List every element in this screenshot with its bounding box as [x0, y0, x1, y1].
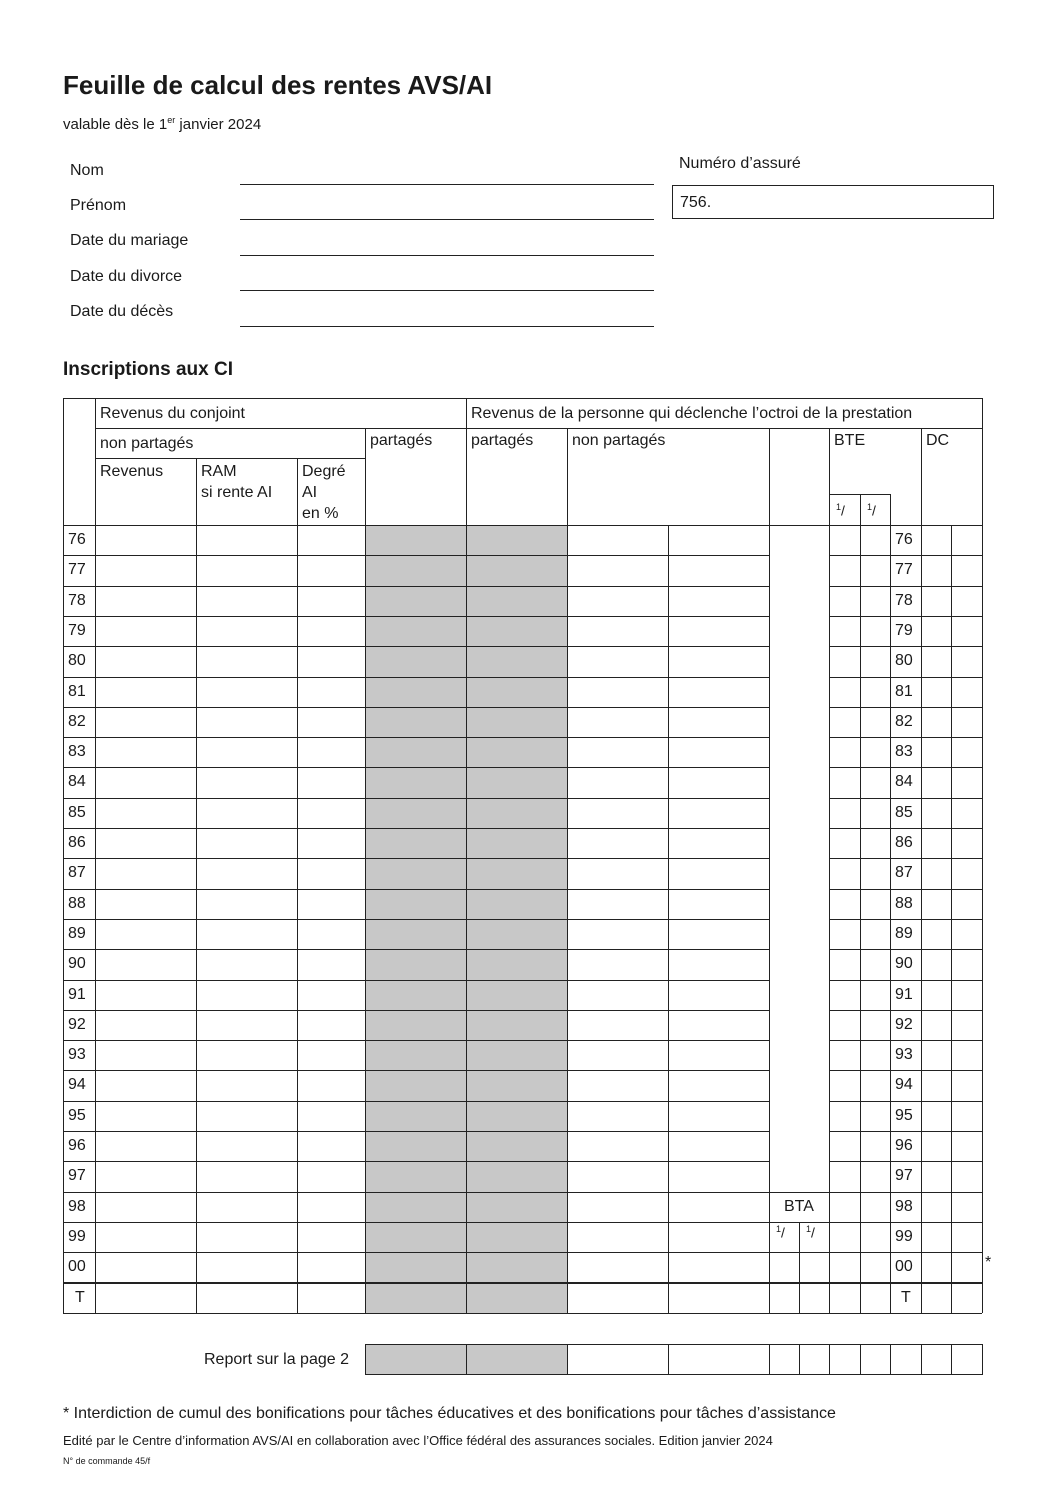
- total-separator: [63, 1283, 982, 1284]
- table-rule: [196, 458, 197, 1313]
- table-rule: [567, 428, 568, 1313]
- table-row[interactable]: [95, 1252, 365, 1282]
- validity-sup: er: [167, 115, 176, 125]
- year-label: 97: [68, 1167, 86, 1185]
- table-row[interactable]: [95, 586, 365, 616]
- table-rule: [365, 428, 366, 1313]
- header-person-non-shared: non partagés: [572, 432, 666, 449]
- header-degre: Degré: [302, 463, 346, 480]
- table-rule: [63, 586, 769, 587]
- table-rule: [829, 616, 982, 617]
- table-rule: [63, 616, 769, 617]
- table-rule: [63, 1040, 769, 1041]
- table-row[interactable]: [95, 1222, 365, 1252]
- year-label-right: 82: [895, 712, 913, 730]
- table-rule: [951, 525, 952, 1313]
- validity-suffix: janvier 2024: [175, 116, 262, 133]
- table-rule: [63, 1252, 982, 1253]
- year-label: 84: [68, 773, 86, 791]
- year-label-right: 88: [895, 894, 913, 912]
- bte-fraction-1: $^1$/: [836, 502, 845, 519]
- table-rule: [829, 707, 982, 708]
- table-row[interactable]: [95, 1161, 365, 1191]
- year-label-right: 96: [895, 1137, 913, 1154]
- table-row[interactable]: [95, 980, 365, 1010]
- table-row[interactable]: [95, 707, 365, 737]
- table-rule: [63, 767, 769, 768]
- table-row[interactable]: [95, 616, 365, 646]
- table-rule: [829, 949, 982, 950]
- table-row[interactable]: [95, 677, 365, 707]
- table-rule: [829, 428, 830, 1313]
- insured-number-label: Numéro d’assuré: [679, 155, 801, 172]
- table-rule: [63, 919, 769, 920]
- header-spouse-shared: partagés: [370, 432, 433, 449]
- year-label-right: 90: [895, 955, 913, 973]
- header-bta: BTA: [784, 1197, 814, 1215]
- year-label-right: 98: [895, 1197, 913, 1215]
- table-rule: [829, 737, 982, 738]
- table-row[interactable]: [95, 1101, 365, 1131]
- year-label-right: 99: [895, 1227, 913, 1245]
- header-ram: RAM: [201, 463, 237, 480]
- year-label-right: 91: [895, 985, 913, 1003]
- table-rule: [95, 398, 96, 1313]
- header-bte: BTE: [834, 432, 866, 449]
- year-label-right: 89: [895, 924, 913, 942]
- table-rule: [829, 858, 982, 859]
- year-label: 99: [68, 1227, 86, 1245]
- table-rule: [829, 1040, 982, 1041]
- table-right-rule: [982, 398, 983, 1313]
- fraction-numerator: 1: [867, 502, 873, 512]
- label-date-divorce: Date du divorce: [70, 268, 183, 285]
- table-rule: [63, 555, 769, 556]
- table-row[interactable]: [95, 1131, 365, 1161]
- year-label-right: 85: [895, 803, 913, 821]
- table-row[interactable]: [95, 1040, 365, 1070]
- year-label-right: 76: [895, 531, 913, 548]
- year-label: 96: [68, 1137, 86, 1154]
- table-rule: [63, 980, 769, 981]
- table-rule: [63, 1222, 982, 1223]
- header-revenus: Revenus: [100, 463, 164, 480]
- bta-fraction-1: $^1$/: [776, 1223, 785, 1241]
- report-rule: [466, 1344, 467, 1375]
- total-label-right: T: [901, 1288, 911, 1306]
- section-title: Inscriptions aux CI: [63, 359, 233, 380]
- table-rule: [890, 494, 891, 1313]
- year-label: 95: [68, 1106, 86, 1124]
- table-rule: [860, 494, 861, 1313]
- table-row[interactable]: [95, 646, 365, 676]
- total-label: T: [75, 1288, 85, 1306]
- year-label: 00: [68, 1258, 86, 1276]
- table-rule: [829, 1131, 982, 1132]
- editor-note: Edité par le Centre d’information AVS/AI en collaboration avec l’Office fédéral des assurances sociales. Edition janvier 2024: [63, 1433, 773, 1448]
- year-label-right: 00: [895, 1258, 913, 1276]
- year-label-right: 83: [895, 743, 913, 761]
- bta-fraction-2: $^1$/: [806, 1223, 815, 1241]
- year-label: 89: [68, 924, 86, 942]
- table-rule: [63, 1101, 769, 1102]
- header-person-income: Revenus de la personne qui déclenche l’octroi de la prestation: [471, 405, 913, 422]
- table-rule: [668, 525, 669, 1313]
- table-rule: [63, 828, 769, 829]
- year-label-right: 87: [895, 864, 913, 882]
- table-rule: [63, 646, 769, 647]
- table-rule: [829, 767, 982, 768]
- order-number: N° de commande 45/f: [63, 1456, 151, 1466]
- report-label: Report sur la page 2: [204, 1351, 349, 1368]
- validity-prefix: valable dès le 1: [63, 116, 168, 133]
- table-row[interactable]: [95, 798, 365, 828]
- subheader-rule: [95, 458, 365, 459]
- table-rule: [829, 798, 982, 799]
- page-title: Feuille de calcul des rentes AVS/AI: [63, 70, 493, 100]
- year-label-right: 79: [895, 621, 913, 639]
- year-label: 94: [68, 1076, 86, 1094]
- report-rule: [365, 1344, 366, 1375]
- table-rule: [63, 1161, 769, 1162]
- table-row[interactable]: [95, 525, 365, 555]
- year-label: 83: [68, 743, 86, 761]
- fraction-numerator: 1: [806, 1223, 812, 1234]
- year-label: 91: [68, 985, 86, 1003]
- insured-number-value: 756.: [680, 194, 712, 211]
- header-rule: [95, 428, 982, 429]
- table-rule: [829, 1070, 982, 1071]
- table-rule: [63, 949, 769, 950]
- table-row[interactable]: [95, 555, 365, 585]
- year-label-right: 78: [895, 591, 913, 609]
- year-label-right: 93: [895, 1046, 913, 1064]
- report-rule: [982, 1344, 983, 1375]
- header-dc: DC: [926, 432, 950, 449]
- table-rule: [297, 458, 298, 1313]
- table-rule: [921, 428, 922, 1313]
- table-left-rule: [63, 398, 64, 1313]
- header-spouse-income: Revenus du conjoint: [100, 405, 245, 422]
- table-row[interactable]: [95, 1192, 365, 1222]
- year-label-right: 84: [895, 773, 913, 791]
- table-rule: [799, 1222, 800, 1313]
- asterisk-marker: *: [985, 1254, 992, 1272]
- table-rule: [829, 1161, 982, 1162]
- year-label: 90: [68, 955, 86, 973]
- table-rule: [829, 1192, 982, 1193]
- table-rule: [829, 980, 982, 981]
- table-row[interactable]: [95, 737, 365, 767]
- table-rule: [63, 1313, 982, 1314]
- table-row[interactable]: [95, 1070, 365, 1100]
- label-nom: Nom: [70, 162, 104, 179]
- table-rule: [829, 828, 982, 829]
- table-row[interactable]: [95, 767, 365, 797]
- year-label: 81: [68, 682, 86, 700]
- year-label: 88: [68, 894, 86, 912]
- header-degre-pct: en %: [302, 505, 339, 522]
- year-label: 78: [68, 591, 86, 609]
- table-top-rule: [63, 398, 982, 399]
- header-spouse-non-shared: non partagés: [100, 435, 194, 452]
- year-label-right: 97: [895, 1167, 913, 1185]
- table-rule: [466, 398, 467, 1313]
- year-label: 80: [68, 652, 86, 670]
- table-rule: [829, 646, 982, 647]
- year-label-right: 94: [895, 1076, 913, 1094]
- table-rule: [829, 889, 982, 890]
- table-row[interactable]: [95, 889, 365, 919]
- year-label: 76: [68, 531, 86, 548]
- table-rule: [829, 919, 982, 920]
- year-label-right: 92: [895, 1015, 913, 1033]
- fraction-numerator: 1: [776, 1223, 782, 1234]
- table-row[interactable]: [95, 1010, 365, 1040]
- year-label-right: 86: [895, 834, 913, 851]
- table-rule: [829, 1101, 982, 1102]
- year-label-right: 80: [895, 652, 913, 670]
- table-rule: [769, 428, 770, 1313]
- table-rule: [63, 889, 769, 890]
- table-row[interactable]: [95, 949, 365, 979]
- year-label: 87: [68, 864, 86, 882]
- table-rule: [63, 1131, 769, 1132]
- table-rule: [63, 858, 769, 859]
- table-rule: [63, 1192, 769, 1193]
- year-label-right: 81: [895, 682, 913, 700]
- table-row[interactable]: [95, 828, 365, 858]
- table-rule: [829, 586, 982, 587]
- table-row[interactable]: [95, 919, 365, 949]
- bte-fraction-2: $^1$/: [867, 502, 876, 519]
- body-top-rule: [63, 525, 982, 526]
- table-row[interactable]: [95, 858, 365, 888]
- year-label: 82: [68, 712, 86, 730]
- table-rule: [63, 1070, 769, 1071]
- header-person-shared: partagés: [471, 432, 534, 449]
- year-label: 79: [68, 621, 86, 639]
- year-label: 85: [68, 803, 86, 821]
- label-prenom: Prénom: [70, 197, 127, 214]
- header-ram-ai: si rente AI: [201, 484, 273, 501]
- year-label: 86: [68, 834, 86, 851]
- year-label-right: 95: [895, 1106, 913, 1124]
- year-label: 77: [68, 561, 86, 579]
- footnote: * Interdiction de cumul des bonifications pour tâches éducatives et des bonifications pour tâches d’assistance: [63, 1405, 836, 1422]
- table-rule: [829, 677, 982, 678]
- report-row[interactable]: [567, 1344, 982, 1374]
- table-rule: [63, 737, 769, 738]
- table-rule: [63, 707, 769, 708]
- table-rule: [829, 1010, 982, 1011]
- fraction-numerator: 1: [836, 502, 842, 512]
- header-degre-ai: AI: [302, 484, 318, 501]
- table-rule: [63, 1010, 769, 1011]
- year-label: 93: [68, 1046, 86, 1064]
- table-rule: [829, 555, 982, 556]
- table-rule: [63, 798, 769, 799]
- label-date-mariage: Date du mariage: [70, 232, 189, 249]
- year-label-right: 77: [895, 561, 913, 579]
- table-rule: [63, 677, 769, 678]
- label-date-deces: Date du décès: [70, 303, 174, 320]
- bta-rule: [769, 1192, 829, 1193]
- year-label: 92: [68, 1015, 86, 1033]
- year-label: 98: [68, 1197, 86, 1215]
